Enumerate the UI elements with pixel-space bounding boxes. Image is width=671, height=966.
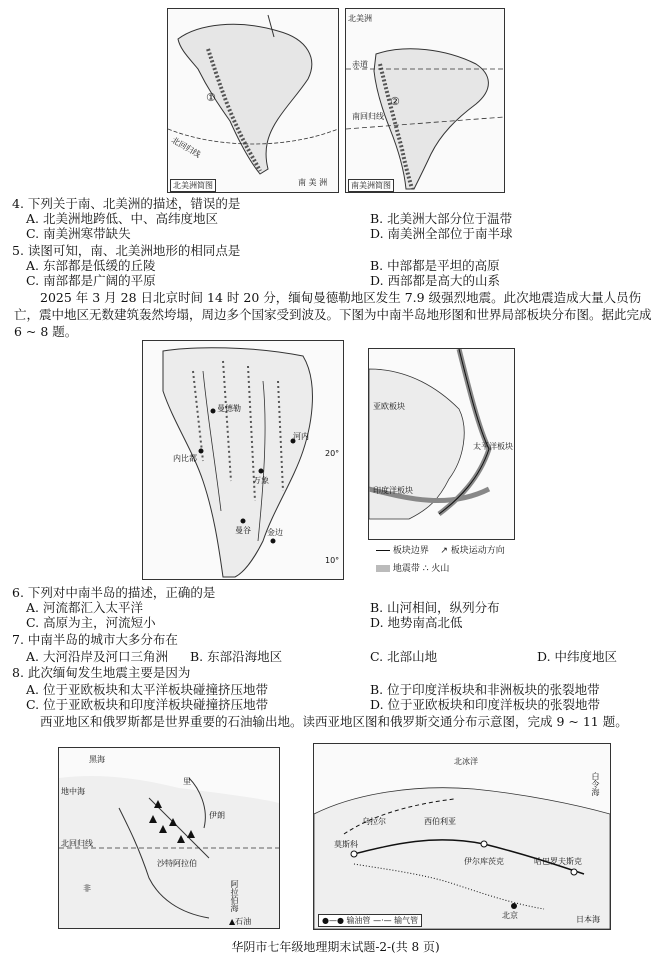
question-5-option-b[interactable]: B. 中部都是平坦的高原 (370, 258, 500, 273)
label-saudi-arabia: 沙特阿拉伯 (157, 859, 197, 868)
legend-seismic-belt: 地震带 (392, 564, 420, 574)
label-hanoi: 河内 (293, 432, 309, 441)
south-america-map-caption: 南美洲简图 (348, 179, 394, 192)
label-ural: 乌拉尔 (362, 817, 386, 826)
question-7-option-a[interactable]: A. 大河沿岸及河口三角洲 (26, 649, 168, 664)
label-bangkok: 曼谷 (235, 526, 251, 535)
oil-legend-icon: ▲ (229, 917, 236, 926)
oil-pipeline-legend-icon: ●—● (322, 916, 344, 925)
question-7-stem: 7. 中南半岛的城市大多分布在 (12, 632, 178, 647)
question-4-option-c[interactable]: C. 南美洲寒带缺失 (26, 226, 131, 241)
question-6-stem: 6. 下列对中南半岛的描述，正确的是 (12, 585, 216, 600)
gas-pipeline-legend-icon: —·— (373, 916, 392, 925)
label-siberia: 西伯利亚 (424, 817, 456, 826)
south-america-sketch (346, 9, 504, 192)
russia-transport-sketch (314, 744, 610, 929)
question-4-stem: 4. 下列关于南、北美洲的描述，错误的是 (12, 196, 241, 211)
label-black-sea: 黑海 (89, 755, 105, 764)
label-khabarovsk: 哈巴罗夫斯克 (534, 857, 582, 866)
phnom-penh-dot (271, 539, 276, 544)
north-america-sketch (168, 9, 338, 192)
label-vientiane: 万象 (253, 476, 269, 485)
label-beijing: 北京 (502, 911, 518, 920)
moscow-dot (351, 851, 357, 857)
label-south-america: 南 美 洲 (298, 178, 328, 187)
label-mediterranean: 地中海 (61, 787, 85, 796)
question-7-option-d[interactable]: D. 中纬度地区 (537, 649, 618, 664)
volcano-icon: ∴ (422, 564, 429, 574)
question-4-option-a[interactable]: A. 北美洲地跨低、中、高纬度地区 (26, 211, 218, 226)
label-arabian-sea: 阿拉伯海 (230, 880, 239, 912)
label-circle-2: ② (390, 95, 400, 108)
oil-pipeline-legend-label: 输油管 (346, 916, 371, 925)
label-tropic-of-capricorn: 南回归线 (352, 112, 384, 121)
question-6-option-b[interactable]: B. 山河相间，纵列分布 (370, 600, 500, 615)
legend-volcano: 火山 (431, 564, 450, 574)
label-moscow: 莫斯科 (334, 840, 358, 849)
question-5-option-c[interactable]: C. 南部都是广阔的平原 (26, 273, 156, 288)
vientiane-dot (259, 469, 264, 474)
question-6-option-d[interactable]: D. 地势南高北低 (370, 615, 463, 630)
question-5-option-d[interactable]: D. 西部都是高大的山系 (370, 273, 501, 288)
mandalay-dot (211, 409, 216, 414)
gas-pipeline-legend-label: 输气管 (394, 916, 419, 925)
indochina-map (142, 340, 344, 580)
question-8-option-d[interactable]: D. 位于亚欧板块和印度洋板块的张裂地带 (370, 697, 601, 712)
khabarovsk-dot (571, 869, 577, 875)
label-mandalay: 曼德勒 (217, 404, 241, 413)
legend-plate-motion: 板块运动方向 (450, 546, 505, 556)
russia-transport-map (313, 743, 611, 930)
north-america-map-caption: 北美洲简图 (170, 179, 216, 192)
label-north-america: 北美洲 (348, 14, 372, 23)
question-5-stem: 5. 读图可知，南、北美洲地形的相同点是 (12, 243, 241, 258)
plate-motion-arrow-icon: ↗ (440, 546, 448, 556)
question-8-option-b[interactable]: B. 位于印度洋板块和非洲板块的张裂地带 (370, 682, 600, 697)
label-latitude-20: 20° (325, 449, 340, 458)
page-footer: 华阴市七年级地理期末试题-2-(共 8 页) (231, 940, 440, 954)
seismic-belt-swatch-icon (376, 565, 390, 572)
legend-plate-boundary: 板块边界 (392, 546, 429, 556)
label-pacific-plate: 太平洋板块 (473, 442, 513, 451)
west-asia-map (58, 747, 280, 929)
question-8-option-c[interactable]: C. 位于亚欧板块和印度洋板块碰撞挤压地带 (26, 697, 269, 712)
label-naypyidaw: 内比都 (173, 454, 197, 463)
label-equator: 赤道 (352, 60, 368, 69)
bangkok-dot (241, 519, 246, 524)
label-circle-1: ① (206, 91, 216, 104)
label-indian-plate: 印度洋板块 (373, 486, 413, 495)
question-8-stem: 8. 此次缅甸发生地震主要是因为 (12, 665, 191, 680)
passage-west-asia-russia: 西亚地区和俄罗斯都是世界重要的石油输出地。读西亚地区图和俄罗斯交通分布示意图，完成 9 ~ 11 题。 (40, 714, 628, 729)
label-tropic-of-cancer: 北回归线 (169, 135, 203, 160)
question-6-option-c[interactable]: C. 高原为主，河流短小 (26, 615, 156, 630)
irkutsk-dot (481, 841, 487, 847)
question-5-option-a[interactable]: A. 东部都是低缓的丘陵 (26, 258, 156, 273)
label-tropic-west-asia: 北回归线 (61, 839, 93, 848)
question-4-option-d[interactable]: D. 南美洲全部位于南半球 (370, 226, 513, 241)
label-caspian: 里 (183, 777, 191, 786)
question-8-option-a[interactable]: A. 位于亚欧板块和太平洋板块碰撞挤压地带 (26, 682, 268, 697)
oil-legend-label: 石油 (235, 917, 252, 926)
label-bering-sea: 白令海 (591, 772, 600, 796)
plates-map (368, 348, 515, 540)
label-iran: 伊朗 (209, 811, 225, 820)
label-japan-sea: 日本海 (576, 915, 600, 924)
south-america-map (345, 8, 505, 193)
label-phnom-penh: 金边 (267, 528, 283, 537)
naypyidaw-dot (199, 449, 204, 454)
question-6-option-a[interactable]: A. 河流都汇入太平洋 (26, 600, 143, 615)
north-america-map (167, 8, 339, 193)
oil-legend (229, 916, 251, 927)
label-eurasian-plate: 亚欧板块 (373, 402, 405, 411)
label-africa: 非 (83, 884, 91, 893)
beijing-dot (511, 903, 517, 909)
question-4-option-b[interactable]: B. 北美洲大部分位于温带 (370, 211, 513, 226)
plate-boundary-line-icon (376, 550, 390, 551)
label-latitude-10: 10° (325, 556, 340, 565)
russia-legend (318, 914, 422, 927)
passage-earthquake: 2025 年 3 月 28 日北京时间 14 时 20 分，缅甸曼德勒地区发生 7.9 级强烈地震。此次地震造成大量人员伤亡，震中地区无数建筑轰然垮塌，周边多个国家受到波及。下图为中南半岛地形图和世界局部板块分布图。据此完成 6 ~ 8 题。 (14, 290, 652, 339)
plates-legend (376, 541, 576, 581)
question-7-option-c[interactable]: C. 北部山地 (370, 649, 438, 664)
question-7-option-b[interactable]: B. 东部沿海地区 (190, 649, 283, 664)
label-irkutsk: 伊尔库茨克 (464, 857, 504, 866)
label-arctic-ocean: 北冰洋 (454, 757, 478, 766)
